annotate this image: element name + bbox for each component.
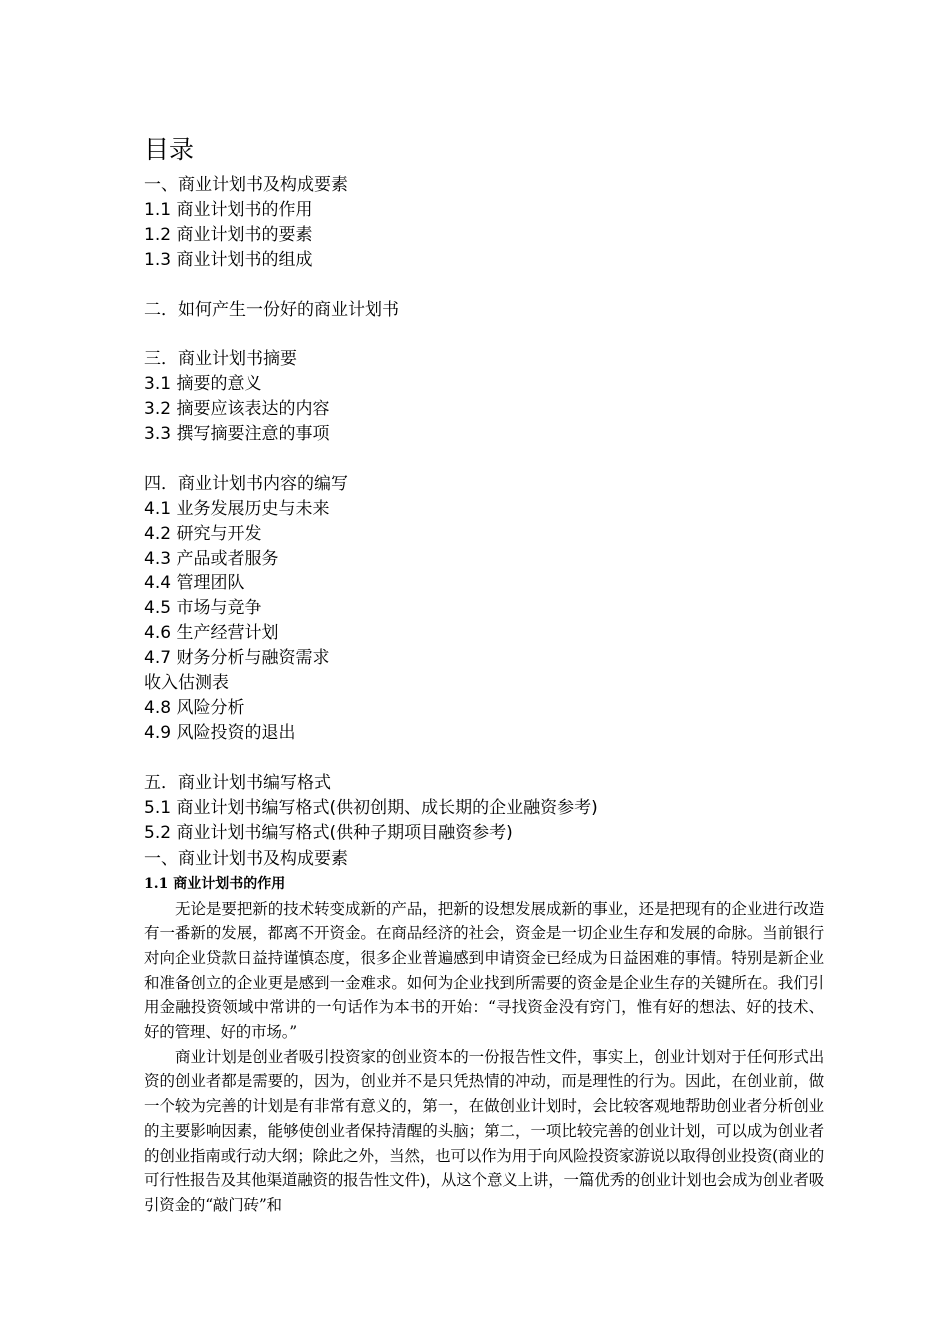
toc-item: 一、商业计划书及构成要素 bbox=[144, 175, 348, 195]
toc-item: 4.7 财务分析与融资需求 bbox=[144, 648, 330, 669]
toc-item: 4.3 产品或者服务 bbox=[144, 548, 279, 569]
toc-item: 4.2 研究与开发 bbox=[144, 523, 262, 544]
table-of-contents bbox=[144, 133, 824, 845]
toc-item: 4.6 生产经营计划 bbox=[144, 623, 279, 644]
subsection-heading: 1.1 商业计划书的作用 bbox=[144, 875, 286, 892]
toc-item: 1.3 商业计划书的组成 bbox=[144, 249, 313, 270]
toc-item: 三．商业计划书摘要 bbox=[144, 349, 297, 370]
toc-item: 1.1 商业计划书的作用 bbox=[144, 199, 313, 220]
toc-item: 3.1 摘要的意义 bbox=[144, 374, 262, 395]
toc-item: 1.2 商业计划书的要素 bbox=[144, 224, 313, 245]
toc-item: 4.8 风险分析 bbox=[144, 697, 245, 718]
toc-item: 收入估测表 bbox=[144, 673, 229, 694]
toc-title: 目录 bbox=[144, 135, 195, 164]
toc-item: 3.2 摘要应该表达的内容 bbox=[144, 399, 330, 420]
toc-item: 五．商业计划书编写格式 bbox=[144, 772, 331, 793]
document-body bbox=[144, 847, 824, 1218]
toc-item: 4.1 业务发展历史与未来 bbox=[144, 498, 330, 519]
toc-item: 3.3 撰写摘要注意的事项 bbox=[144, 424, 330, 445]
toc-item: 4.9 风险投资的退出 bbox=[144, 722, 296, 743]
body-paragraph: 商业计划是创业者吸引投资家的创业资本的一份报告性文件，事实上，创业计划对于任何形式出资的创业者都是需要的，因为，创业并不是只凭热情的冲动，而是理性的行为。因此，在创业前，做一个较为完善的计划是有非常有意义的，第一，在做创业计划时，会比较客观地帮助创业者分析创业的主要影响因素，能够使创业者保持清醒的头脑；第二，一项比较完善的创业计划，可以成为创业者的创业指南或行动大纲；除此之外，当然，也可以作为用于向风险投资家游说以取得创业投资(商业的可行性报告及其他渠道融资的报告性文件)，从这个意义上讲，一篇优秀的创业计划也会成为创业者吸引资金的“敲门砖”和 bbox=[144, 1047, 824, 1214]
toc-item: 4.5 市场与竞争 bbox=[144, 598, 262, 619]
toc-list bbox=[144, 173, 824, 845]
toc-item: 5.1 商业计划书编写格式(供初创期、成长期的企业融资参考) bbox=[144, 797, 598, 818]
body-paragraph: 无论是要把新的技术转变成新的产品，把新的设想发展成新的事业，还是把现有的企业进行改造有一番新的发展，都离不开资金。在商品经济的社会，资金是一切企业生存和发展的命脉。当前银行对向企业贷款日益持谨慎态度，很多企业普遍感到申请资金已经成为日益困难的事情。特别是新企业和准备创立的企业更是感到一金难求。如何为企业找到所需要的资金是企业生存的关键所在。我们引用金融投资领域中常讲的一句话作为本书的开始：“寻找资金没有窍门，惟有好的想法、好的技术、好的管理、好的市场。” bbox=[144, 899, 824, 1042]
toc-item: 二．如何产生一份好的商业计划书 bbox=[144, 299, 399, 320]
section-heading: 一、商业计划书及构成要素 bbox=[144, 849, 348, 869]
toc-item: 4.4 管理团队 bbox=[144, 573, 245, 594]
toc-item: 四．商业计划书内容的编写 bbox=[144, 473, 348, 494]
toc-item: 5.2 商业计划书编写格式(供种子期项目融资参考) bbox=[144, 822, 513, 843]
